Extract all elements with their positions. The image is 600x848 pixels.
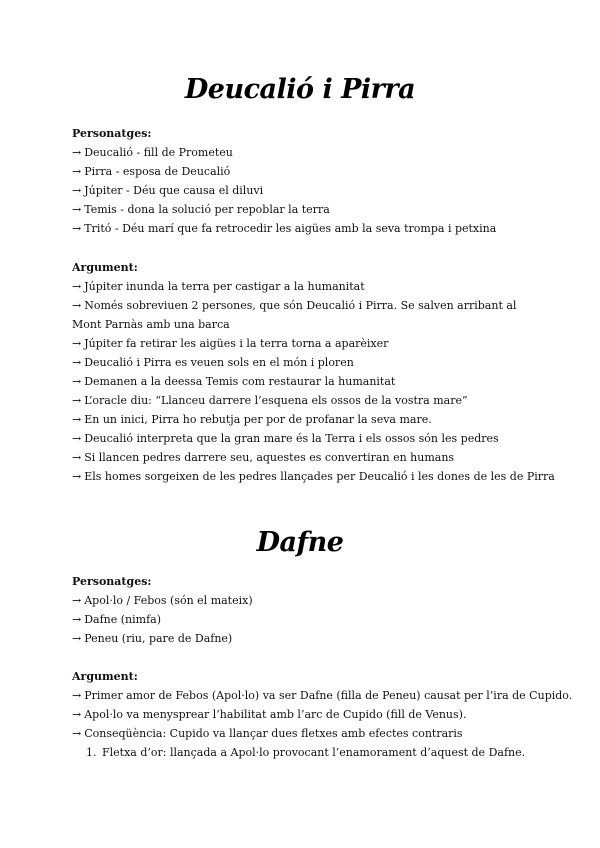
list-item: → Pirra - esposa de Deucalió [72,165,231,178]
list-item: → Júpiter inunda la terra per castigar a la humanitat [72,280,365,293]
list-item: → Deucalió i Pirra es veuen sols en el món i ploren [72,356,354,369]
list-item: → Conseqüència: Cupido va llançar dues fletxes amb efectes contraris [72,727,463,740]
arrow-icon: → [72,280,82,293]
arrow-icon: → [72,222,82,235]
numbered-item: 1. Fletxa d’or: llançada a Apol·lo provocant l’enamorament d’aquest de Dafne. [72,743,542,762]
arrow-icon: → [72,413,82,426]
characters-heading: Personatges: [72,127,152,140]
list-item: → Demanen a la deessa Temis com restaurar la humanitat [72,375,396,388]
arrow-icon: → [72,451,82,464]
arrow-icon: → [72,165,82,178]
arrow-icon: → [72,184,82,197]
list-item: → Júpiter - Déu que causa el diluvi [72,184,264,197]
list-number: 1. [86,746,97,759]
arrow-icon: → [72,613,82,626]
arrow-icon: → [72,689,82,702]
arrow-icon: → [72,632,82,645]
arrow-icon: → [72,594,82,607]
arrow-icon: → [72,356,82,369]
argument-block-dafne [72,667,573,762]
argument-heading: Argument: [72,670,138,683]
arrow-icon: → [72,432,82,445]
list-item: → Si llancen pedres darrere seu, aquestes es convertiran en humans [72,451,455,464]
list-item: → Només sobreviuen 2 persones, que són Deucalió i Pirra. Se salven arribant al Mont Parnàs amb una barca [72,299,517,331]
characters-block-dafne [72,572,542,648]
list-item: → Júpiter fa retirar les aigües i la terra torna a aparèixer [72,337,389,350]
arrow-icon: → [72,708,82,721]
list-item: → Apol·lo va menysprear l’habilitat amb l’arc de Cupido (fill de Venus). [72,708,467,721]
arrow-icon: → [72,337,82,350]
section-title-deucalio: Deucalió i Pirra [184,74,416,105]
list-item: → Temis - dona la solució per repoblar la terra [72,203,330,216]
argument-block-deucalio [72,258,555,486]
characters-heading: Personatges: [72,575,152,588]
list-item: → Primer amor de Febos (Apol·lo) va ser Dafne (filla de Peneu) causat per l’ira de Cupido. [72,689,573,702]
arrow-icon: → [72,375,82,388]
list-item: → L’oracle diu: “Llanceu darrere l’esquena els ossos de la vostra mare” [72,394,468,407]
argument-heading: Argument: [72,261,138,274]
arrow-icon: → [72,299,82,312]
arrow-icon: → [72,727,82,740]
arrow-icon: → [72,146,82,159]
list-item: → Deucalió - fill de Prometeu [72,146,233,159]
list-item: → Tritó - Déu marí que fa retrocedir les aigües amb la seva trompa i petxina [72,222,497,235]
list-item: → En un inici, Pirra ho rebutja per por de profanar la seva mare. [72,413,432,426]
list-item: → Els homes sorgeixen de les pedres llançades per Deucalió i les dones de les de Pirra [72,470,555,483]
list-item: → Deucalió interpreta que la gran mare és la Terra i els ossos són les pedres [72,432,499,445]
list-item: → Apol·lo / Febos (són el mateix) [72,594,253,607]
list-item: → Dafne (nimfa) [72,613,162,626]
arrow-icon: → [72,470,82,483]
section-title-dafne: Dafne [256,527,344,558]
arrow-icon: → [72,203,82,216]
characters-block-deucalio [72,124,542,238]
arrow-icon: → [72,394,82,407]
list-item: → Peneu (riu, pare de Dafne) [72,632,233,645]
